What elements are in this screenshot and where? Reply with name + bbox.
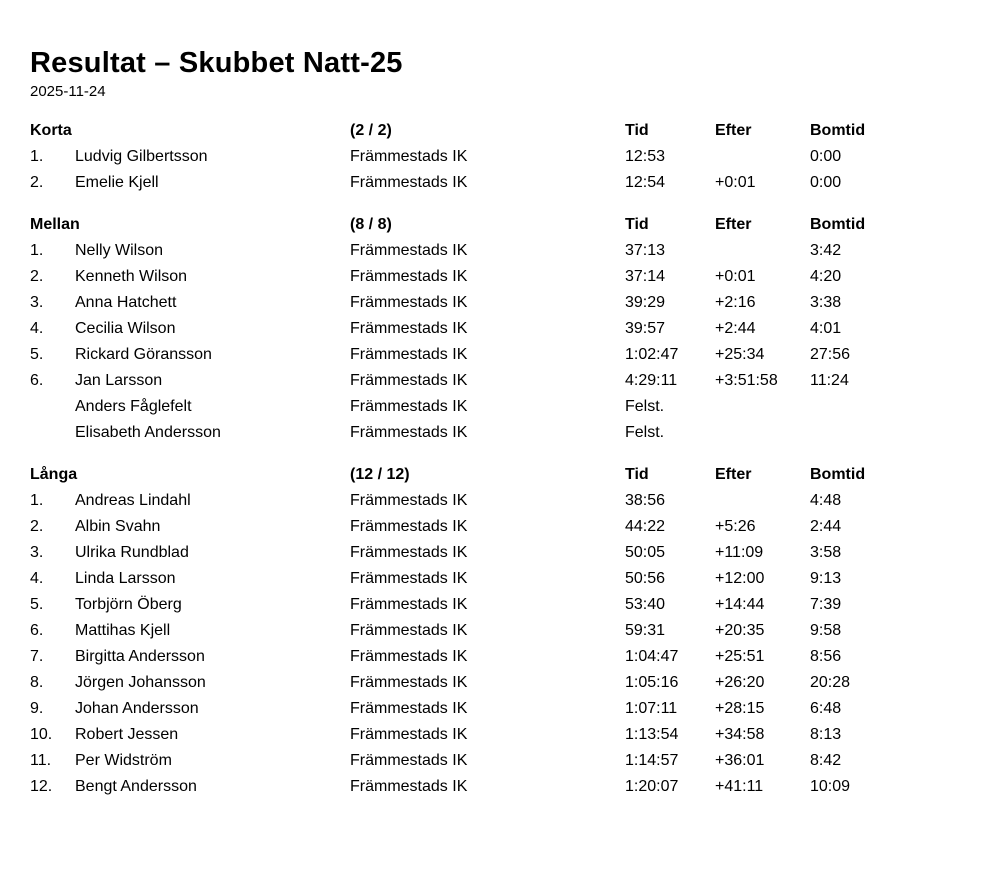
result-row: [30, 342, 970, 368]
result-gap: [715, 238, 810, 264]
section-count: (2 / 2): [350, 122, 392, 139]
club-name: Främmestads IK: [350, 674, 468, 691]
club-name: Främmestads IK: [350, 148, 468, 165]
result-gap: +28:15: [715, 700, 765, 717]
result-row: [30, 420, 970, 446]
runner-name: Nelly Wilson: [75, 242, 164, 259]
result-gap: +12:00: [715, 570, 765, 587]
result-gap: +34:58: [715, 726, 765, 743]
result-time: 12:54: [625, 174, 666, 191]
result-bomtid: 4:20: [810, 268, 842, 285]
result-time: 59:31: [625, 622, 666, 639]
result-bomtid: 20:28: [810, 674, 851, 691]
result-gap: +20:35: [715, 622, 765, 639]
result-row: [30, 722, 970, 748]
result-time: Felst.: [625, 424, 665, 441]
result-section: [30, 212, 970, 446]
result-bomtid: [810, 420, 970, 446]
result-gap: +0:01: [715, 174, 756, 191]
section-header-row: [30, 462, 970, 488]
result-time: 1:02:47: [625, 346, 679, 363]
result-gap: +25:51: [715, 648, 765, 665]
runner-name: Anders Fåglefelt: [75, 398, 192, 415]
result-position: 6.: [30, 622, 44, 639]
club-name: Främmestads IK: [350, 294, 468, 311]
result-row: [30, 290, 970, 316]
result-time: 4:29:11: [625, 372, 678, 389]
result-gap: +5:26: [715, 518, 756, 535]
result-gap: +14:44: [715, 596, 765, 613]
result-bomtid: 9:58: [810, 622, 842, 639]
result-position: 11.: [30, 752, 52, 769]
result-bomtid: 8:42: [810, 752, 842, 769]
result-bomtid: 27:56: [810, 346, 851, 363]
result-bomtid: 4:48: [810, 492, 842, 509]
result-row: [30, 566, 970, 592]
sections-container: [30, 118, 970, 800]
runner-name: Elisabeth Andersson: [75, 424, 221, 441]
club-name: Främmestads IK: [350, 320, 468, 337]
result-gap: +25:34: [715, 346, 765, 363]
result-time: 37:14: [625, 268, 666, 285]
runner-name: Jörgen Johansson: [75, 674, 206, 691]
result-gap: +36:01: [715, 752, 765, 769]
result-gap: +2:44: [715, 320, 756, 337]
result-row: [30, 618, 970, 644]
column-header-tid: Tid: [625, 216, 649, 233]
result-bomtid: 9:13: [810, 570, 842, 587]
result-position: 1.: [30, 492, 44, 509]
column-header-efter: Efter: [715, 466, 752, 483]
result-time: Felst.: [625, 398, 665, 415]
result-gap: [715, 420, 810, 446]
club-name: Främmestads IK: [350, 544, 468, 561]
result-gap: [715, 144, 810, 170]
result-time: 50:05: [625, 544, 666, 561]
result-bomtid: 6:48: [810, 700, 842, 717]
result-gap: [715, 394, 810, 420]
runner-name: Johan Andersson: [75, 700, 199, 717]
club-name: Främmestads IK: [350, 242, 468, 259]
result-gap: [715, 488, 810, 514]
club-name: Främmestads IK: [350, 596, 468, 613]
club-name: Främmestads IK: [350, 174, 468, 191]
runner-name: Ludvig Gilbertsson: [75, 148, 208, 165]
section-rows: [30, 144, 970, 196]
result-bomtid: 0:00: [810, 174, 842, 191]
column-header-efter: Efter: [715, 122, 752, 139]
club-name: Främmestads IK: [350, 424, 468, 441]
result-time: 1:07:11: [625, 700, 678, 717]
section-count: (12 / 12): [350, 466, 410, 483]
result-time: 38:56: [625, 492, 666, 509]
result-row: [30, 514, 970, 540]
section-title: Korta: [30, 122, 72, 139]
result-bomtid: 8:56: [810, 648, 842, 665]
result-position: 2.: [30, 518, 44, 535]
result-row: [30, 696, 970, 722]
result-row: [30, 394, 970, 420]
column-header-bomtid: Bomtid: [810, 466, 866, 483]
result-time: 37:13: [625, 242, 666, 259]
club-name: Främmestads IK: [350, 268, 468, 285]
column-header-tid: Tid: [625, 122, 649, 139]
result-gap: +26:20: [715, 674, 765, 691]
result-row: [30, 170, 970, 196]
club-name: Främmestads IK: [350, 492, 468, 509]
result-bomtid: [810, 394, 970, 420]
result-position: 7.: [30, 648, 44, 665]
runner-name: Emelie Kjell: [75, 174, 159, 191]
result-bomtid: 8:13: [810, 726, 842, 743]
result-bomtid: 11:24: [810, 372, 849, 389]
runner-name: Robert Jessen: [75, 726, 179, 743]
section-header-row: [30, 212, 970, 238]
runner-name: Kenneth Wilson: [75, 268, 188, 285]
club-name: Främmestads IK: [350, 700, 468, 717]
club-name: Främmestads IK: [350, 346, 468, 363]
result-bomtid: 0:00: [810, 148, 842, 165]
runner-name: Per Widström: [75, 752, 172, 769]
section-rows: [30, 488, 970, 800]
result-gap: +11:09: [715, 544, 764, 561]
event-date: 2025-11-24: [30, 83, 106, 100]
result-time: 1:14:57: [625, 752, 679, 769]
club-name: Främmestads IK: [350, 726, 468, 743]
result-position: 2.: [30, 268, 44, 285]
result-position: [30, 394, 75, 420]
runner-name: Andreas Lindahl: [75, 492, 191, 509]
result-position: [30, 420, 75, 446]
result-row: [30, 748, 970, 774]
club-name: Främmestads IK: [350, 372, 468, 389]
result-gap: +41:11: [715, 778, 764, 795]
page-title: Resultat – Skubbet Natt-25: [30, 47, 403, 79]
result-time: 1:05:16: [625, 674, 679, 691]
result-row: [30, 592, 970, 618]
result-gap: +0:01: [715, 268, 756, 285]
result-time: 1:13:54: [625, 726, 679, 743]
club-name: Främmestads IK: [350, 518, 468, 535]
result-bomtid: 2:44: [810, 518, 842, 535]
result-time: 1:20:07: [625, 778, 679, 795]
result-time: 12:53: [625, 148, 666, 165]
result-gap: +2:16: [715, 294, 756, 311]
result-time: 44:22: [625, 518, 666, 535]
runner-name: Bengt Andersson: [75, 778, 197, 795]
result-bomtid: 3:58: [810, 544, 842, 561]
result-row: [30, 488, 970, 514]
result-position: 2.: [30, 174, 44, 191]
result-position: 9.: [30, 700, 44, 717]
club-name: Främmestads IK: [350, 398, 468, 415]
result-position: 3.: [30, 544, 44, 561]
result-position: 3.: [30, 294, 44, 311]
result-row: [30, 540, 970, 566]
result-row: [30, 644, 970, 670]
runner-name: Anna Hatchett: [75, 294, 177, 311]
section-count: (8 / 8): [350, 216, 392, 233]
club-name: Främmestads IK: [350, 622, 468, 639]
column-header-bomtid: Bomtid: [810, 216, 866, 233]
result-row: [30, 264, 970, 290]
result-bomtid: 4:01: [810, 320, 842, 337]
result-bomtid: 3:42: [810, 242, 842, 259]
runner-name: Jan Larsson: [75, 372, 163, 389]
result-time: 39:57: [625, 320, 666, 337]
result-row: [30, 238, 970, 264]
result-section: [30, 118, 970, 196]
runner-name: Cecilia Wilson: [75, 320, 176, 337]
runner-name: Torbjörn Öberg: [75, 596, 182, 613]
section-rows: [30, 238, 970, 446]
result-position: 10.: [30, 726, 53, 743]
runner-name: Linda Larsson: [75, 570, 176, 587]
runner-name: Mattihas Kjell: [75, 622, 171, 639]
club-name: Främmestads IK: [350, 570, 468, 587]
result-row: [30, 774, 970, 800]
result-row: [30, 144, 970, 170]
result-gap: +3:51:58: [715, 372, 778, 389]
column-header-efter: Efter: [715, 216, 752, 233]
result-position: 5.: [30, 596, 44, 613]
result-position: 12.: [30, 778, 53, 795]
result-time: 50:56: [625, 570, 666, 587]
runner-name: Ulrika Rundblad: [75, 544, 189, 561]
result-time: 1:04:47: [625, 648, 679, 665]
result-position: 1.: [30, 242, 44, 259]
club-name: Främmestads IK: [350, 778, 468, 795]
column-header-tid: Tid: [625, 466, 649, 483]
result-position: 1.: [30, 148, 44, 165]
result-bomtid: 10:09: [810, 778, 851, 795]
result-position: 6.: [30, 372, 44, 389]
club-name: Främmestads IK: [350, 648, 468, 665]
runner-name: Albin Svahn: [75, 518, 161, 535]
club-name: Främmestads IK: [350, 752, 468, 769]
section-title: Mellan: [30, 216, 80, 233]
result-bomtid: 3:38: [810, 294, 842, 311]
result-position: 4.: [30, 320, 44, 337]
result-time: 39:29: [625, 294, 666, 311]
result-position: 5.: [30, 346, 44, 363]
section-title: Långa: [30, 466, 78, 483]
result-row: [30, 368, 970, 394]
result-position: 4.: [30, 570, 44, 587]
section-header-row: [30, 118, 970, 144]
runner-name: Rickard Göransson: [75, 346, 212, 363]
result-time: 53:40: [625, 596, 666, 613]
column-header-bomtid: Bomtid: [810, 122, 866, 139]
result-position: 8.: [30, 674, 44, 691]
result-row: [30, 670, 970, 696]
result-section: [30, 462, 970, 800]
result-row: [30, 316, 970, 342]
runner-name: Birgitta Andersson: [75, 648, 205, 665]
result-bomtid: 7:39: [810, 596, 842, 613]
